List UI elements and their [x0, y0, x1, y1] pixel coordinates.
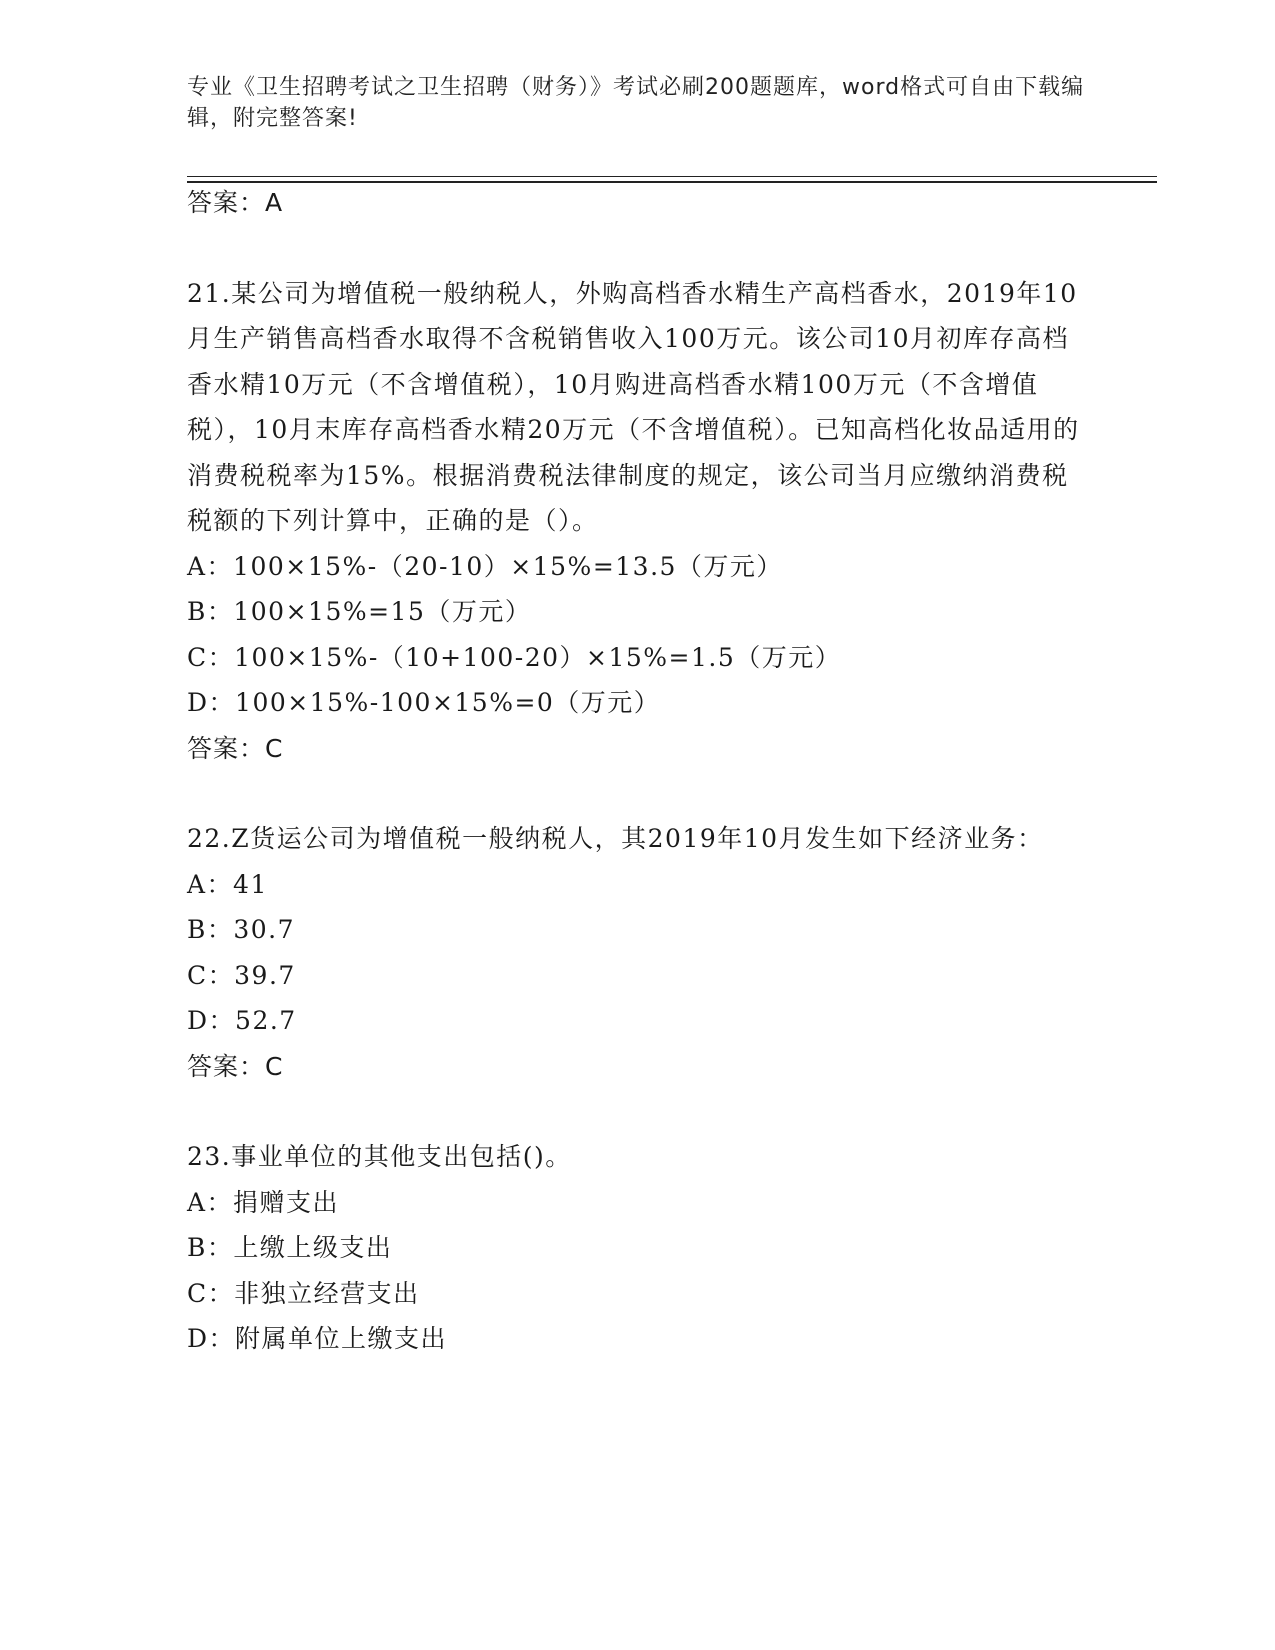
option-d: D：100×15%-100×15%=0（万元）: [187, 688, 661, 717]
page-header: 专业《卫生招聘考试之卫生招聘（财务）》考试必刷200题题库，word格式可自由下载编辑，附完整答案!: [187, 75, 1085, 131]
option-d: D：附属单位上缴支出: [187, 1324, 448, 1353]
question-stem: 23.事业单位的其他支出包括()。: [187, 1142, 572, 1171]
option-b: B：30.7: [187, 915, 296, 944]
answer-line: 答案：C: [187, 733, 284, 763]
document-body: [187, 180, 1087, 1362]
option-d: D：52.7: [187, 1006, 297, 1035]
option-b: B：上缴上级支出: [187, 1233, 393, 1262]
question-stem: 21.某公司为增值税一般纳税人，外购高档香水精生产高档香水，2019年10月生产销售高档香水取得不含税销售收入100万元。该公司10月初库存高档香水精10万元（不含增值税），10月购进高档香水精100万元（不含增值税），10月末库存高档香水精20万元（不含增值税）。已知高档化妆品适用的消费税税率为15%。根据消费税法律制度的规定，该公司当月应缴纳消费税税额的下列计算中，正确的是（）。: [187, 278, 1080, 535]
option-a: A：100×15%-（20-10）×15%=13.5（万元）: [187, 551, 783, 581]
answer-line: 答案：C: [187, 1051, 284, 1081]
option-a: A：41: [187, 869, 268, 899]
option-b: B：100×15%=15（万元）: [187, 597, 532, 626]
option-c: C：39.7: [187, 960, 296, 990]
question-23: [187, 1134, 1087, 1362]
answer-line: 答案：A: [187, 188, 284, 217]
question-21: [187, 271, 1087, 772]
option-c: C：非独立经营支出: [187, 1278, 420, 1308]
question-22: [187, 816, 1087, 1089]
header-rule-thin: [187, 176, 1157, 177]
option-c: C：100×15%-（10+100-20）×15%=1.5（万元）: [187, 642, 842, 672]
option-a: A：捐赠支出: [187, 1187, 340, 1217]
question-stem: 22.Z货运公司为增值税一般纳税人，其2019年10月发生如下经济业务：: [187, 824, 1044, 853]
